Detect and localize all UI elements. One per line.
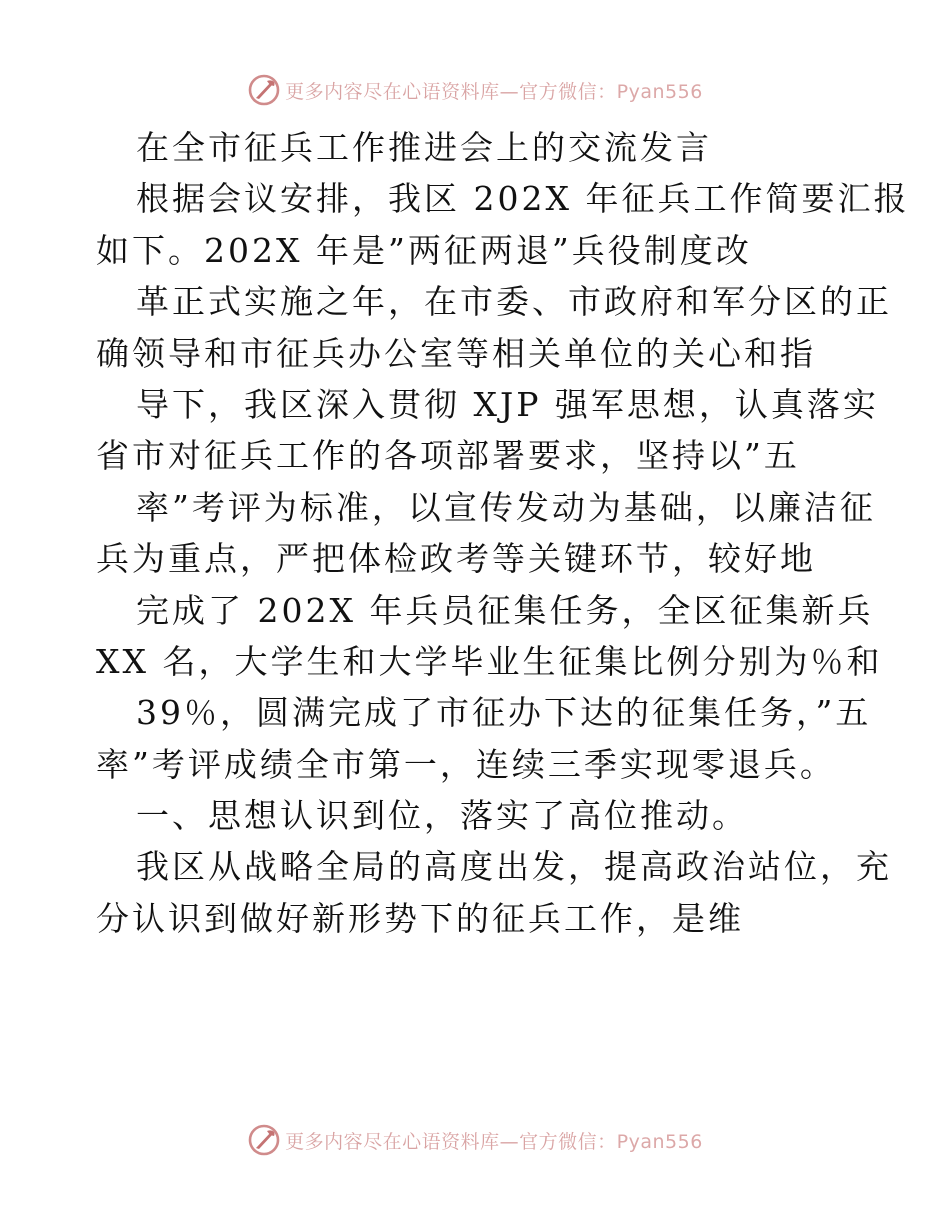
document-line: 我区从战略全局的高度出发，提高政治站位，充	[136, 847, 892, 887]
document-line: 完成了 202X 年兵员征集任务，全区征集新兵	[136, 590, 874, 630]
document-line: 兵为重点，严把体检政考等关键环节，较好地	[96, 539, 816, 579]
quill-circle-logo-icon	[247, 1123, 281, 1157]
document-line: 分认识到做好新形势下的征兵工作，是维	[96, 898, 744, 938]
header-watermark-text: 更多内容尽在心语资料库—官方微信：Pyan556	[285, 80, 703, 103]
header-watermark	[0, 70, 950, 110]
document-line: XX 名，大学生和大学毕业生征集比例分别为％和	[96, 641, 883, 681]
quill-circle-logo-icon	[247, 73, 281, 107]
document-line: 导下，我区深入贯彻 XJP 强军思想，认真落实	[136, 384, 879, 424]
footer-watermark	[0, 1120, 950, 1160]
document-line: 省市对征兵工作的各项部署要求，坚持以”五	[96, 436, 800, 476]
footer-watermark-text: 更多内容尽在心语资料库—官方微信：Pyan556	[285, 1130, 703, 1153]
document-line: 如下。202X 年是”两征两退”兵役制度改	[96, 230, 752, 270]
document-line: 39％，圆满完成了市征办下达的征集任务，”五	[136, 693, 872, 733]
document-line: 率”考评成绩全市第一，连续三季实现零退兵。	[96, 744, 836, 784]
document-line: 确领导和市征兵办公室等相关单位的关心和指	[96, 333, 816, 373]
document-line: 率”考评为标准，以宣传发动为基础，以廉洁征	[136, 487, 876, 527]
document-line: 革正式实施之年，在市委、市政府和军分区的正	[136, 282, 892, 322]
document-line: 在全市征兵工作推进会上的交流发言	[136, 128, 712, 167]
document-body	[96, 122, 910, 944]
document-line: 一、思想认识到位，落实了高位推动。	[136, 796, 748, 836]
document-line: 根据会议安排，我区 202X 年征兵工作简要汇报	[136, 179, 910, 219]
